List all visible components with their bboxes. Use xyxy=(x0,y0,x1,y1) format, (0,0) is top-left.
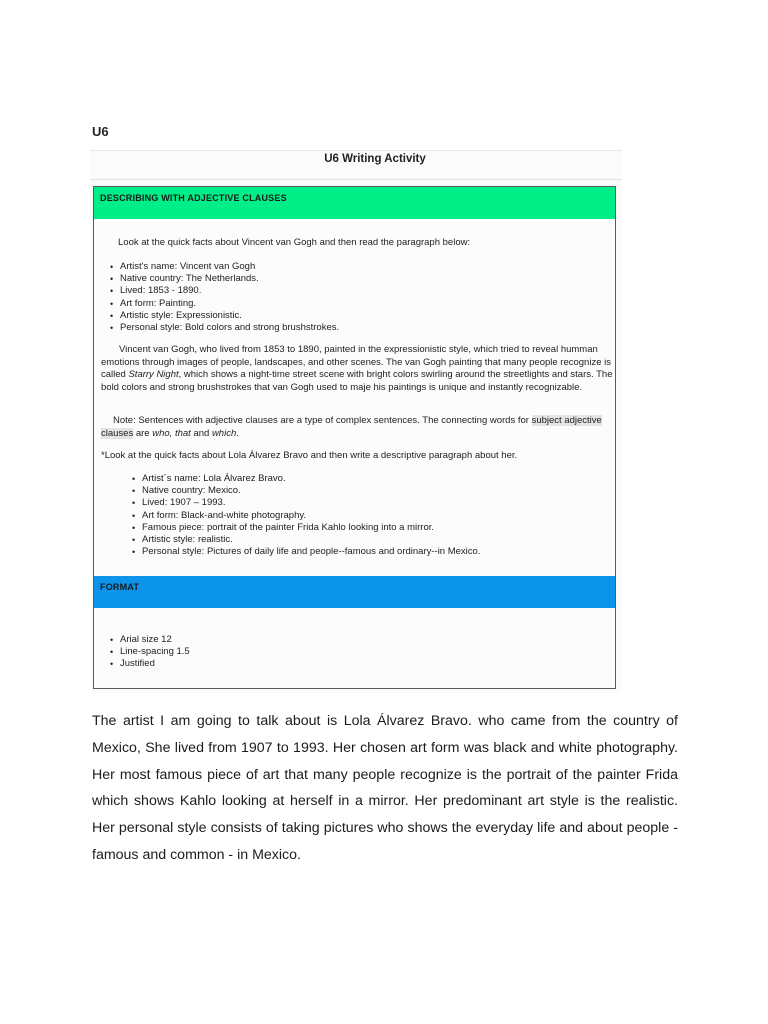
note-part: Note: Sentences with adjective clauses are a type of complex sentences. The connecting words for xyxy=(113,415,532,426)
list-item: • Artistic style: Expressionistic. xyxy=(110,310,339,322)
student-answer-paragraph: The artist I am going to talk about is Lola Álvarez Bravo. who came from the country of Mexico, She lived from 1907 to 1993. Her chosen art form was black and white photography. Her most famous piece of art that many people recognize is the portrait of the painter Frida which shows Kahlo looking at herself in a mirror. Her predominant art style is the realistic. Her personal style consists of taking pictures who shows the everyday life and about people - famous and common - in Mexico. xyxy=(92,713,678,863)
van-gogh-facts-list xyxy=(110,261,339,334)
format-list xyxy=(110,634,190,671)
document-label: U6 xyxy=(92,124,109,139)
list-item: • Justified xyxy=(110,658,190,670)
lola-facts-list xyxy=(132,473,480,558)
list-item: • Art form: Black-and-white photography. xyxy=(132,510,480,522)
list-item: • Personal style: Pictures of daily life and people--famous and ordinary--in Mexico. xyxy=(132,546,480,558)
intro-text: Look at the quick facts about Vincent van Gogh and then read the paragraph below: xyxy=(118,237,471,248)
note-part: . xyxy=(236,427,239,439)
van-gogh-paragraph xyxy=(101,344,613,394)
note-text xyxy=(101,415,613,440)
note-italic: which xyxy=(211,427,237,439)
list-item: • Personal style: Bold colors and strong brushstrokes. xyxy=(110,322,339,334)
painting-title: Starry Night xyxy=(128,369,179,381)
list-item: • Native country: Mexico. xyxy=(132,485,480,497)
activity-box xyxy=(93,186,616,689)
list-item: • Line-spacing 1.5 xyxy=(110,646,190,658)
list-item: • Artistic style: realistic. xyxy=(132,534,480,546)
paragraph-text: Vincent van Gogh, who lived from 1853 to 1890, painted in the expressionistic style, which tried to reveal humman emotions through images of people, landscapes, and other scenes. The van Gogh painting that many people recognize is called xyxy=(101,344,611,381)
activity-title: U6 Writing Activity xyxy=(324,153,426,165)
list-item: • Famous piece: portrait of the painter Frida Kahlo looking into a mirror. xyxy=(132,522,480,534)
paragraph-text: , which shows a night-time street scene with bright colors swirling around the streetlights and stars. The bold colors and strong brushstrokes that van Gogh used to maje his paintings is unique and instantly recognizable. xyxy=(101,369,613,393)
list-item: • Native country: The Netherlands. xyxy=(110,273,339,285)
note-part: and xyxy=(190,427,212,439)
list-item: • Artist's name: Vincent van Gogh xyxy=(110,261,339,273)
list-item: • Art form: Painting. xyxy=(110,298,339,310)
activity-image xyxy=(90,150,622,693)
instruction-text: *Look at the quick facts about Lola Álvarez Bravo and then write a descriptive paragraph about her. xyxy=(101,450,518,461)
note-italic: who, that xyxy=(152,427,191,439)
title-divider xyxy=(90,179,622,180)
section-header-adjective-clauses: DESCRIBING WITH ADJECTIVE CLAUSES xyxy=(94,187,615,219)
list-item: • Artist´s name: Lola Álvarez Bravo. xyxy=(132,473,480,485)
list-item: • Arial size 12 xyxy=(110,634,190,646)
note-part: are xyxy=(133,427,153,439)
list-item: • Lived: 1907 – 1993. xyxy=(132,497,480,509)
section-header-format: FORMAT xyxy=(94,576,615,608)
highlighted-term: subject adjective clauses xyxy=(101,415,602,439)
list-item: • Lived: 1853 - 1890. xyxy=(110,285,339,297)
